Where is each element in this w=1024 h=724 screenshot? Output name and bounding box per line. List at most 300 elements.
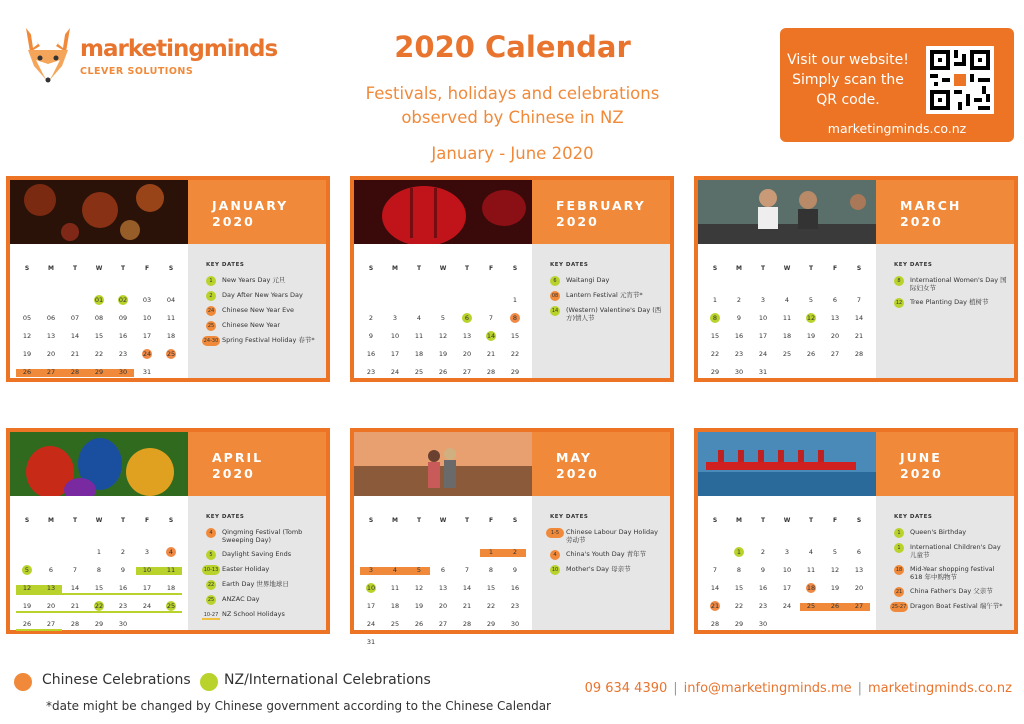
calendar-day[interactable]: 9 [760, 566, 766, 574]
calendar-day[interactable]: 25 [166, 350, 176, 358]
weekday-label: M [392, 265, 398, 272]
key-dates-heading: KEY DATES [206, 262, 245, 268]
page-subtitle [340, 82, 685, 130]
key-date-badge: 4 [206, 528, 216, 538]
calendar-day[interactable]: 4 [784, 296, 790, 304]
key-date-item [206, 321, 320, 330]
key-date-badge: 1-5 [546, 528, 564, 538]
weekday-label: S [24, 265, 30, 272]
calendar-day[interactable]: 25 [390, 620, 400, 628]
calendar-day[interactable]: 3 [144, 548, 150, 556]
divider: | [857, 681, 863, 696]
logo[interactable] [22, 26, 282, 86]
calendar-day[interactable]: 17 [142, 584, 152, 592]
month-header [876, 432, 1014, 496]
key-date-text: Queen's Birthday [910, 528, 967, 536]
weekday-label: S [856, 517, 862, 524]
calendar-day[interactable]: 7 [72, 566, 78, 574]
calendar-day[interactable]: 4 [416, 314, 422, 322]
key-date-item [203, 336, 320, 345]
calendar-day[interactable]: 19 [806, 332, 816, 340]
calendar-day[interactable]: 5 [416, 566, 422, 574]
calendar-day[interactable]: 3 [368, 566, 374, 574]
calendar-day[interactable]: 21 [854, 332, 864, 340]
calendar-day[interactable]: 2 [368, 314, 374, 322]
contact-phone[interactable]: 09 634 4390 [584, 681, 668, 696]
calendar-day[interactable]: 18 [166, 584, 176, 592]
calendar-day[interactable]: 20 [462, 350, 472, 358]
calendar-day[interactable]: 02 [118, 296, 128, 304]
calendar-day[interactable]: 9 [120, 566, 126, 574]
calendar-day[interactable]: 04 [166, 296, 176, 304]
calendar-day[interactable]: 1 [488, 548, 494, 556]
calendar-day[interactable]: 16 [366, 350, 376, 358]
calendar-day[interactable]: 30 [510, 620, 520, 628]
calendar-day[interactable]: 18 [390, 602, 400, 610]
calendar-day[interactable]: 14 [486, 332, 496, 340]
calendar-day[interactable]: 7 [464, 566, 470, 574]
key-date-item [206, 528, 320, 544]
key-date-text: Mother's Day 母亲节 [566, 565, 631, 573]
subtitle-line-1: Festivals, holidays and celebrations [365, 84, 660, 103]
weekday-label: S [512, 517, 518, 524]
key-dates-panel [188, 496, 326, 630]
qr-instructions [784, 50, 912, 110]
calendar-day[interactable]: 8 [96, 566, 102, 574]
calendar-day[interactable]: 05 [22, 314, 32, 322]
calendar-day[interactable]: 23 [734, 350, 744, 358]
dragon-boat-photo [698, 432, 876, 496]
calendar-day[interactable]: 3 [760, 296, 766, 304]
calendar-day[interactable]: 27 [438, 620, 448, 628]
calendar-day[interactable]: 24 [142, 350, 152, 358]
key-date-item [891, 602, 1008, 611]
qr-line-1: Visit our website! [787, 52, 909, 68]
legend-nz [200, 672, 431, 688]
calendar-day[interactable]: 15 [510, 332, 520, 340]
calendar-day[interactable]: 07 [70, 314, 80, 322]
calendar-day[interactable]: 09 [118, 314, 128, 322]
calendar-day[interactable]: 15 [710, 332, 720, 340]
calendar-day[interactable]: 29 [710, 368, 720, 376]
month-header [188, 432, 326, 496]
calendar-day[interactable]: 17 [758, 332, 768, 340]
calendar-day[interactable]: 13 [854, 566, 864, 574]
lantern-photo [354, 180, 532, 244]
calendar-day[interactable]: 13 [46, 332, 56, 340]
calendar-day[interactable]: 21 [70, 350, 80, 358]
calendar-day[interactable]: 26 [414, 620, 424, 628]
key-dates-heading: KEY DATES [894, 514, 933, 520]
key-date-item [206, 580, 320, 589]
month-header [532, 432, 670, 496]
key-date-badge: 08 [551, 293, 559, 299]
key-dates-heading: KEY DATES [550, 262, 589, 268]
legend-chinese-label: Chinese Celebrations [42, 672, 191, 688]
weekday-label: F [144, 265, 150, 272]
calendar-day[interactable]: 20 [46, 350, 56, 358]
key-date-item [550, 276, 664, 285]
calendar-day[interactable]: 18 [806, 584, 816, 592]
weekday-label: S [368, 265, 374, 272]
easter-eggs-photo [10, 432, 188, 496]
key-date-badge: 14 [551, 308, 559, 314]
key-date-text: Mid-Year shopping festival 618 年中购物节 [910, 565, 995, 581]
calendar-day[interactable]: 9 [736, 314, 742, 322]
weekday-label: S [856, 265, 862, 272]
qr-website[interactable]: marketingminds.co.nz [827, 121, 967, 136]
calendar-day[interactable]: 14 [70, 332, 80, 340]
calendar-day[interactable]: 17 [366, 602, 376, 610]
key-dates-heading: KEY DATES [550, 514, 589, 520]
calendar-day[interactable]: 16 [118, 584, 128, 592]
calendar-day[interactable]: 22 [734, 602, 744, 610]
calendar-day[interactable]: 8 [736, 566, 742, 574]
key-date-text: Dragon Boat Festival 端午节* [910, 602, 1003, 610]
weekday-label: W [439, 517, 447, 524]
calendar-day[interactable]: 21 [710, 602, 720, 610]
calendar-day[interactable]: 1 [96, 548, 102, 556]
calendar-day[interactable]: 2 [512, 548, 518, 556]
calendar-day[interactable]: 28 [486, 368, 496, 376]
calendar-day[interactable]: 22 [94, 602, 104, 610]
calendar-day[interactable]: 20 [854, 584, 864, 592]
calendar-day[interactable]: 16 [758, 584, 768, 592]
weekday-label: W [95, 517, 103, 524]
calendar-day[interactable]: 17 [782, 584, 792, 592]
calendar-day[interactable]: 19 [22, 602, 32, 610]
month-header [876, 180, 1014, 244]
calendar-day[interactable]: 18 [414, 350, 424, 358]
month-year: 2020 [212, 214, 255, 229]
calendar-day[interactable]: 25 [166, 602, 176, 610]
calendar-day[interactable]: 16 [510, 584, 520, 592]
calendar-day[interactable]: 22 [94, 350, 104, 358]
weekday-label: F [488, 265, 494, 272]
weekday-label: T [464, 517, 470, 524]
calendar-day[interactable]: 27 [854, 602, 864, 610]
calendar-day[interactable]: 18 [782, 332, 792, 340]
key-date-badge: 10-27 [203, 612, 219, 618]
calendar-day[interactable]: 13 [46, 584, 56, 592]
calendar-day[interactable]: 13 [830, 314, 840, 322]
key-date-item [203, 610, 320, 619]
key-date-badge: 4 [550, 550, 560, 560]
calendar-day[interactable]: 6 [832, 296, 838, 304]
key-date-text: Qingming Festival (Tomb Sweeping Day) [222, 528, 303, 544]
calendar-day[interactable]: 29 [486, 620, 496, 628]
key-date-item [206, 291, 320, 300]
calendar-day[interactable]: 23 [118, 602, 128, 610]
calendar-day[interactable]: 15 [94, 332, 104, 340]
key-date-text: China Father's Day 父亲节 [910, 587, 993, 595]
weekday-label: F [832, 265, 838, 272]
friends-photo [698, 180, 876, 244]
calendar-day[interactable]: 26 [22, 368, 32, 376]
month-name: APRIL [212, 450, 264, 465]
calendar-day[interactable]: 9 [368, 332, 374, 340]
calendar-day[interactable]: 28 [70, 368, 80, 376]
contact-website[interactable]: marketingminds.co.nz [868, 681, 1012, 696]
calendar-day[interactable]: 20 [438, 602, 448, 610]
calendar-day[interactable]: 27 [46, 620, 56, 628]
month-body [354, 496, 670, 646]
calendar-day[interactable]: 22 [710, 350, 720, 358]
key-date-badge: 10 [551, 567, 559, 573]
calendar-day[interactable]: 3 [784, 548, 790, 556]
calendar-day[interactable]: 4 [808, 548, 814, 556]
calendar-day[interactable]: 26 [22, 620, 32, 628]
calendar-day[interactable]: 6 [440, 566, 446, 574]
calendar-day[interactable]: 9 [512, 566, 518, 574]
calendar-day[interactable]: 7 [712, 566, 718, 574]
key-date-badge: 25 [207, 597, 215, 603]
weekday-label: S [512, 265, 518, 272]
calendar-day[interactable]: 30 [118, 620, 128, 628]
calendar-day[interactable]: 25 [782, 350, 792, 358]
calendar-day[interactable]: 23 [510, 602, 520, 610]
weekday-label: S [168, 265, 174, 272]
calendar-day[interactable]: 2 [760, 548, 766, 556]
key-date-badge: 18 [895, 567, 903, 573]
calendar-day[interactable]: 12 [22, 332, 32, 340]
calendar-day[interactable]: 6 [456, 312, 478, 325]
calendar-day[interactable]: 23 [758, 602, 768, 610]
weekday-label: T [416, 517, 422, 524]
key-date-text: ANZAC Day [222, 595, 260, 603]
key-date-item [894, 565, 1008, 581]
calendar-day[interactable]: 19 [830, 584, 840, 592]
calendar-day[interactable]: 20 [46, 602, 56, 610]
month-card-march [694, 176, 1018, 382]
calendar-day[interactable]: 06 [46, 314, 56, 322]
calendar-day[interactable]: 19 [438, 350, 448, 358]
calendar-day[interactable]: 12 [438, 332, 448, 340]
calendar-day[interactable]: 2 [736, 296, 742, 304]
calendar-day[interactable]: 15 [94, 584, 104, 592]
calendar-day[interactable]: 27 [462, 368, 472, 376]
calendar-day[interactable]: 24 [758, 350, 768, 358]
weekday-label: S [168, 517, 174, 524]
calendar-day[interactable]: 28 [462, 620, 472, 628]
calendar-day[interactable]: 4 [392, 566, 398, 574]
calendar-day[interactable]: 12 [414, 584, 424, 592]
calendar-day[interactable]: 5 [16, 564, 38, 577]
key-dates-panel [876, 496, 1014, 630]
calendar-day[interactable]: 24 [782, 602, 792, 610]
month-body [354, 244, 670, 378]
calendar-day[interactable]: 24 [366, 620, 376, 628]
calendar-day[interactable]: 21 [462, 602, 472, 610]
calendar-day[interactable]: 24 [142, 602, 152, 610]
calendar-day[interactable]: 10 [758, 314, 768, 322]
calendar-day[interactable]: 19 [22, 350, 32, 358]
key-dates-panel [532, 496, 670, 630]
calendar-day[interactable]: 3 [392, 314, 398, 322]
calendar-day[interactable]: 20 [830, 332, 840, 340]
calendar-day[interactable]: 10 [366, 584, 376, 592]
key-date-text: Lantern Festival 元宵节* [566, 291, 643, 299]
key-date-text: International Children's Day 儿童节 [910, 543, 1001, 559]
calendar-day[interactable]: 5 [808, 296, 814, 304]
green-dot-icon [200, 673, 218, 691]
calendar-day[interactable]: 11 [166, 314, 176, 322]
calendar-day[interactable]: 14 [462, 584, 472, 592]
calendar-day[interactable]: 16 [734, 332, 744, 340]
month-year: 2020 [556, 466, 599, 481]
month-body [10, 496, 326, 630]
calendar-day[interactable]: 1 [712, 296, 718, 304]
key-date-item [206, 595, 320, 604]
key-date-item [894, 543, 1008, 559]
qr-box[interactable] [780, 28, 1014, 142]
calendar-day[interactable]: 10 [142, 314, 152, 322]
contact-email[interactable]: info@marketingminds.me [683, 681, 852, 696]
calendar-day[interactable]: 31 [758, 368, 768, 376]
calendar-day[interactable]: 8 [488, 566, 494, 574]
month-card-may [350, 428, 674, 646]
calendar-day[interactable]: 7 [488, 314, 494, 322]
calendar-day[interactable]: 30 [734, 368, 744, 376]
key-date-item [550, 528, 664, 544]
weekday-label: F [832, 517, 838, 524]
calendar-day[interactable]: 18 [166, 332, 176, 340]
calendar-day[interactable]: 4 [160, 546, 182, 559]
calendar-day[interactable]: 1 [512, 296, 518, 304]
calendar-day[interactable]: 15 [486, 584, 496, 592]
calendar-day[interactable]: 16 [118, 332, 128, 340]
key-date-badge: 1 [206, 276, 216, 286]
calendar-day[interactable]: 30 [758, 620, 768, 628]
weekday-label: T [120, 265, 126, 272]
weekday-label: T [120, 517, 126, 524]
key-date-item [550, 291, 664, 300]
weekday-label: W [95, 265, 103, 272]
calendar-day[interactable]: 10 [390, 332, 400, 340]
calendar-day[interactable]: 17 [390, 350, 400, 358]
orange-dot-icon [14, 673, 32, 691]
calendar-day[interactable]: 22 [510, 350, 520, 358]
calendar-day[interactable]: 24 [390, 368, 400, 376]
calendar-day[interactable]: 28 [854, 350, 864, 358]
key-date-badge: 24-30 [203, 338, 219, 344]
calendar-day[interactable]: 21 [70, 602, 80, 610]
key-date-badge: 1 [894, 543, 904, 553]
calendar-day[interactable]: 7 [856, 296, 862, 304]
calendar-day[interactable]: 08 [94, 314, 104, 322]
month-year: 2020 [900, 214, 943, 229]
calendar-day[interactable]: 22 [486, 602, 496, 610]
calendar-day[interactable]: 29 [734, 620, 744, 628]
calendar-day[interactable]: 10 [142, 566, 152, 574]
calendar-day[interactable]: 29 [94, 620, 104, 628]
weekday-label: W [783, 517, 791, 524]
calendar-day[interactable]: 23 [366, 368, 376, 376]
month-name: MAY [556, 450, 592, 465]
calendar-day[interactable]: 8 [504, 312, 526, 325]
calendar-day[interactable]: 11 [390, 584, 400, 592]
brand-tagline: CLEVER SOLUTIONS [80, 66, 194, 77]
calendar-day[interactable]: 26 [830, 602, 840, 610]
weekday-label: S [24, 517, 30, 524]
calendar-day[interactable]: 27 [830, 350, 840, 358]
calendar-day[interactable]: 2 [120, 548, 126, 556]
calendar-day[interactable]: 03 [142, 296, 152, 304]
calendar-day[interactable]: 14 [710, 584, 720, 592]
calendar-day[interactable]: 25 [806, 602, 816, 610]
weekday-label: M [392, 517, 398, 524]
calendar-day[interactable]: 11 [782, 314, 792, 322]
calendar-day[interactable]: 5 [440, 314, 446, 322]
calendar-day[interactable]: 01 [94, 296, 104, 304]
key-date-text: Daylight Saving Ends [222, 550, 292, 558]
calendar-day[interactable]: 5 [832, 548, 838, 556]
calendar-day[interactable]: 28 [70, 620, 80, 628]
month-header [188, 180, 326, 244]
calendar-day[interactable]: 27 [46, 368, 56, 376]
calendar-day[interactable]: 11 [166, 566, 176, 574]
calendar-day[interactable]: 25 [414, 368, 424, 376]
weekday-label: T [72, 265, 78, 272]
calendar-day[interactable]: 14 [854, 314, 864, 322]
calendar-day[interactable]: 11 [414, 332, 424, 340]
calendar-day[interactable]: 17 [142, 332, 152, 340]
calendar-day[interactable]: 6 [48, 566, 54, 574]
calendar-day[interactable]: 11 [806, 566, 816, 574]
month-name: JANUARY [212, 198, 289, 213]
calendar-day[interactable]: 29 [94, 368, 104, 376]
calendar-day[interactable]: 13 [462, 332, 472, 340]
key-date-item [550, 550, 664, 559]
legend-chinese [14, 672, 191, 688]
calendar-day[interactable]: 30 [118, 368, 128, 376]
calendar-day[interactable]: 10 [782, 566, 792, 574]
weekday-label: M [736, 517, 742, 524]
calendar-day[interactable]: 15 [734, 584, 744, 592]
calendar-day[interactable]: 8 [704, 312, 726, 325]
weekday-label: S [368, 517, 374, 524]
weekday-label: T [72, 517, 78, 524]
contact-info [585, 681, 1012, 696]
calendar-day[interactable]: 29 [510, 368, 520, 376]
calendar-day[interactable]: 23 [118, 350, 128, 358]
period-label: January - June 2020 [431, 144, 594, 163]
calendar-day[interactable]: 19 [414, 602, 424, 610]
calendar-day[interactable]: 13 [438, 584, 448, 592]
qr-code-icon[interactable] [926, 46, 994, 114]
calendar-day[interactable]: 31 [142, 368, 152, 376]
calendar-day[interactable]: 26 [438, 368, 448, 376]
calendar-day[interactable]: 6 [856, 548, 862, 556]
key-date-item [550, 306, 664, 322]
month-name: JUNE [900, 450, 942, 465]
calendar-day[interactable]: 12 [830, 566, 840, 574]
calendar-day[interactable]: 28 [710, 620, 720, 628]
calendar-day[interactable]: 26 [806, 350, 816, 358]
calendar-day[interactable]: 14 [70, 584, 80, 592]
calendar-day[interactable]: 1 [728, 546, 750, 559]
calendar-day[interactable]: 21 [486, 350, 496, 358]
calendar-day[interactable]: 12 [806, 314, 816, 322]
key-date-item [894, 587, 1008, 596]
month-card-june [694, 428, 1018, 634]
key-date-badge: 5 [206, 550, 216, 560]
weekday-label: T [464, 265, 470, 272]
key-date-item [894, 528, 1008, 537]
key-date-text: Waitangi Day [566, 276, 610, 284]
calendar-day[interactable]: 12 [22, 584, 32, 592]
calendar-day[interactable]: 31 [366, 638, 376, 646]
